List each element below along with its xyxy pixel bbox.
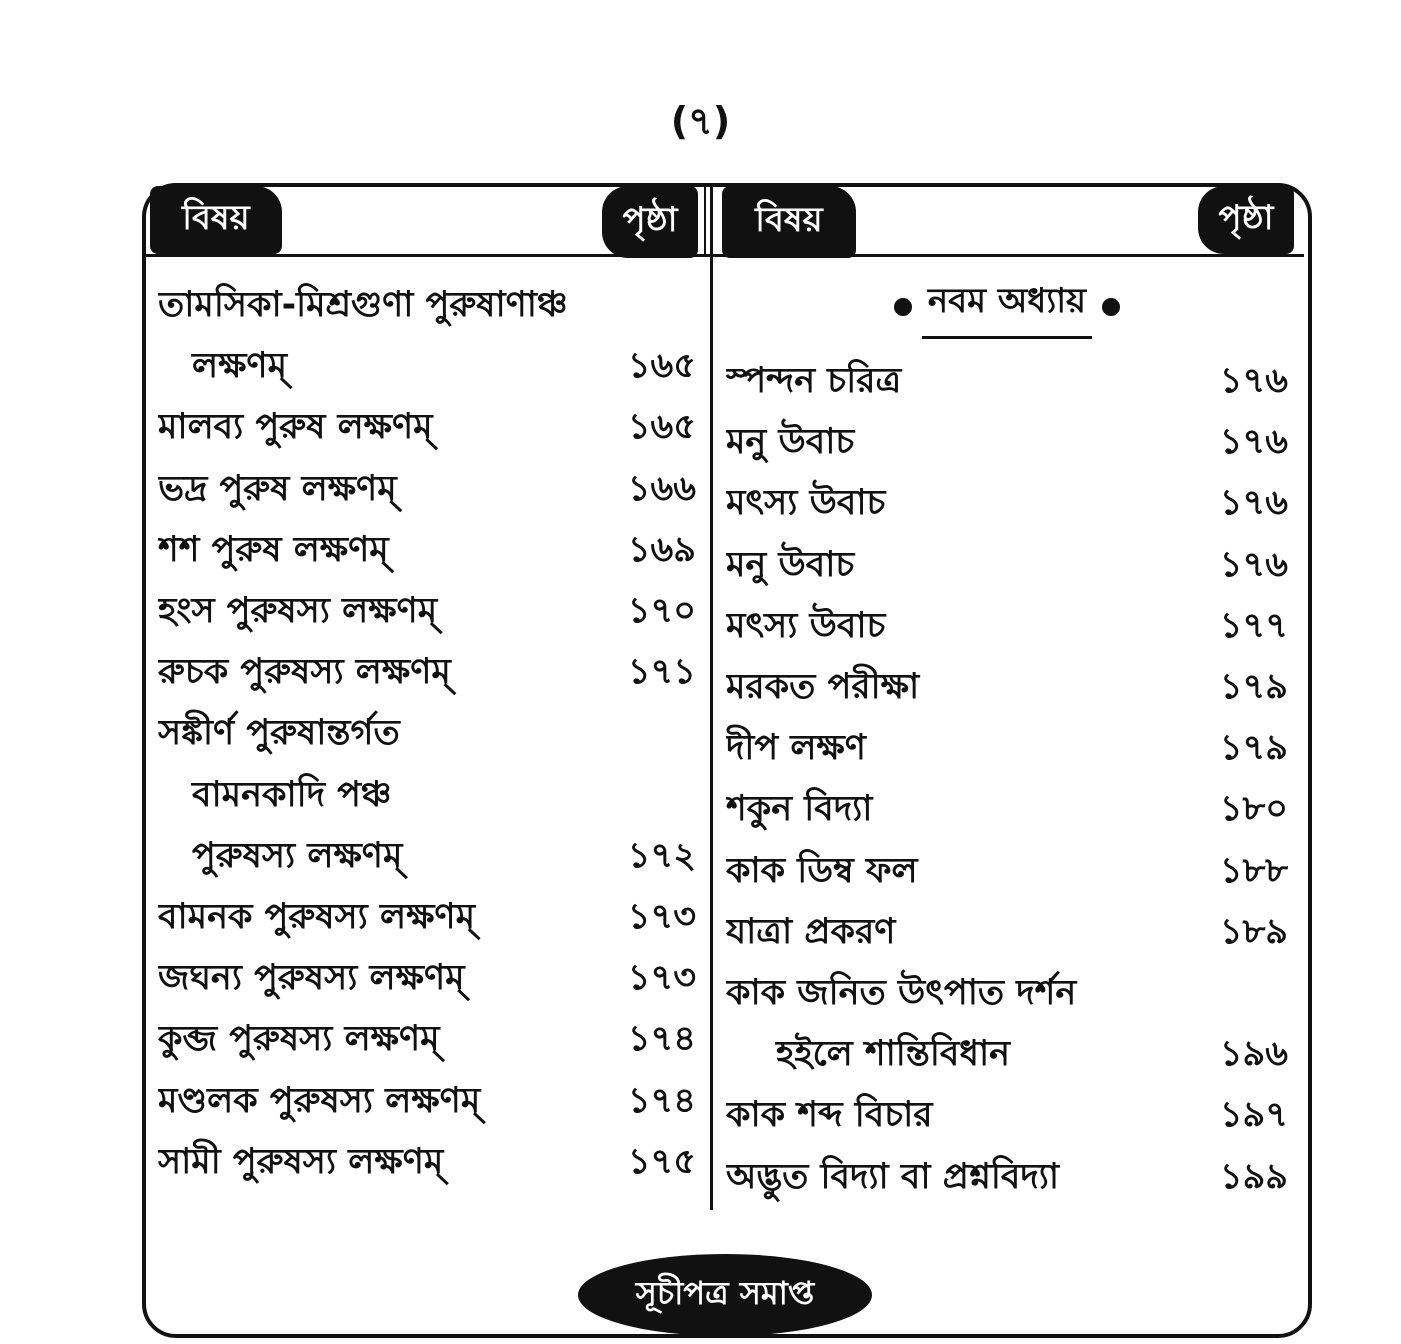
list-item <box>158 888 696 949</box>
list-item <box>158 643 696 704</box>
list-item <box>726 413 1288 474</box>
entry-page: ১৭৩ <box>627 958 696 999</box>
right-column <box>726 276 1288 1209</box>
list-item <box>726 1086 1288 1147</box>
entry-page: ১৭৪ <box>627 1019 696 1060</box>
entry-subject: মনু উবাচ <box>726 544 855 585</box>
list-item <box>726 964 1288 1025</box>
list-item <box>726 474 1288 535</box>
entry-subject: বামনকাদি পঞ্চ <box>192 774 392 815</box>
list-item <box>158 949 696 1010</box>
entry-subject: রুচক পুরুষস্য লক্ষণম্ <box>158 652 451 693</box>
list-item <box>726 780 1288 841</box>
entry-page: ১৯৬ <box>1219 1034 1288 1075</box>
column-divider <box>710 185 713 1210</box>
entry-subject: মৎস্য উবাচ <box>726 605 886 646</box>
left-subject-header: বিষয় <box>150 186 282 254</box>
bullet-icon <box>894 298 912 316</box>
entry-page: ১৭৬ <box>1219 483 1288 524</box>
entry-page: ১৯৯ <box>1219 1156 1288 1197</box>
entry-page: ১৬৫ <box>627 407 696 448</box>
entry-subject: বামনক পুরুষস্য লক্ষণম্ <box>158 896 476 937</box>
entry-subject: ভদ্র পুরুষ লক্ষণম্ <box>158 468 397 509</box>
list-item <box>726 658 1288 719</box>
entry-page: ১৭৭ <box>1219 605 1288 646</box>
entry-subject: মনু উবাচ <box>726 422 855 463</box>
entry-subject: শকুন বিদ্যা <box>726 789 873 830</box>
column-divider-header <box>704 185 706 257</box>
list-item <box>726 536 1288 597</box>
entry-page: ১৭৯ <box>1219 728 1288 769</box>
entry-subject: হইলে শান্তিবিধান <box>776 1034 1011 1075</box>
entry-subject: দীপ লক্ষণ <box>726 728 866 769</box>
entry-subject: মৎস্য উবাচ <box>726 483 886 524</box>
entry-page: ১৯৭ <box>1219 1095 1288 1136</box>
entry-subject: লক্ষণম্ <box>192 346 288 387</box>
entry-page: ১৬৫ <box>627 346 696 387</box>
entry-page: ১৬৬ <box>627 468 696 509</box>
entry-subject: সঙ্কীর্ণ পুরুষান্তর্গত <box>158 713 400 754</box>
entry-subject: জঘন্য পুরুষস্য লক্ষণম্ <box>158 958 465 999</box>
list-item <box>158 766 696 827</box>
list-item <box>726 352 1288 413</box>
list-item <box>726 597 1288 658</box>
entry-page: ১৭৬ <box>1219 361 1288 402</box>
list-item <box>158 276 696 337</box>
chapter-title: নবম অধ্যায় <box>922 275 1092 339</box>
entry-page: ১৭২ <box>627 835 696 876</box>
entry-subject: তামসিকা-মিশ্রগুণা পুরুষাণাঞ্চ <box>158 285 568 326</box>
list-item <box>158 704 696 765</box>
entry-page: ১৮৯ <box>1219 911 1288 952</box>
list-item <box>158 337 696 398</box>
entry-page: ১৮০ <box>1219 789 1288 830</box>
entry-subject: যাত্রা প্রকরণ <box>726 911 896 952</box>
list-item <box>158 827 696 888</box>
entry-subject: সামী পুরুষস্য লক্ষণম্ <box>158 1141 444 1182</box>
entry-page: ১৭০ <box>627 591 696 632</box>
list-item <box>726 903 1288 964</box>
list-item <box>158 398 696 459</box>
right-page-header: পৃষ্ঠা <box>1198 186 1294 254</box>
list-item <box>726 719 1288 780</box>
entry-subject: কাক ডিম্ব ফল <box>726 850 918 891</box>
list-item <box>158 582 696 643</box>
entry-page: ১৭৫ <box>627 1141 696 1182</box>
entry-subject: মরকত পরীক্ষা <box>726 667 920 708</box>
entry-subject: হংস পুরুষস্য লক্ষণম্ <box>158 591 438 632</box>
entry-page: ১৮৮ <box>1219 850 1288 891</box>
page-number: (৭) <box>670 99 731 143</box>
entry-subject: শশ পুরুষ লক্ষণম্ <box>158 529 389 570</box>
list-item <box>726 842 1288 903</box>
list-item <box>726 1025 1288 1086</box>
entry-subject: কাক জনিত উৎপাত দর্শন <box>726 972 1077 1013</box>
list-item <box>726 1147 1288 1208</box>
entry-page: ১৬৯ <box>627 529 696 570</box>
left-column <box>158 276 696 1194</box>
list-item <box>158 460 696 521</box>
entry-page: ১৭৯ <box>1219 667 1288 708</box>
list-item <box>158 1010 696 1071</box>
entry-subject: মালব্য পুরুষ লক্ষণম্ <box>158 407 433 448</box>
entry-subject: কুব্জ পুরুষস্য লক্ষণম্ <box>158 1019 440 1060</box>
entry-page: ১৭৬ <box>1219 422 1288 463</box>
entry-subject: মণ্ডলক পুরুষস্য লক্ষণম্ <box>158 1080 481 1121</box>
list-item <box>158 521 696 582</box>
entry-page: ১৭৩ <box>627 896 696 937</box>
entry-page: ১৭১ <box>627 652 696 693</box>
entry-subject: স্পন্দন চরিত্র <box>726 361 902 402</box>
entry-subject: কাক শব্দ বিচার <box>726 1095 933 1136</box>
entry-subject: পুরুষস্য লক্ষণম্ <box>192 835 403 876</box>
footer-badge: সূচীপত্র সমাপ্ত <box>578 1254 872 1336</box>
left-page-header: পৃষ্ঠা <box>602 186 698 258</box>
entry-page: ১৭৬ <box>1219 544 1288 585</box>
bullet-icon <box>1102 298 1120 316</box>
right-subject-header: বিষয় <box>722 186 856 258</box>
entry-page: ১৭৪ <box>627 1080 696 1121</box>
entry-subject: অদ্ভুত বিদ্যা বা প্রশ্নবিদ্যা <box>726 1156 1060 1197</box>
chapter-heading <box>726 276 1288 338</box>
list-item <box>158 1133 696 1194</box>
list-item <box>158 1071 696 1132</box>
